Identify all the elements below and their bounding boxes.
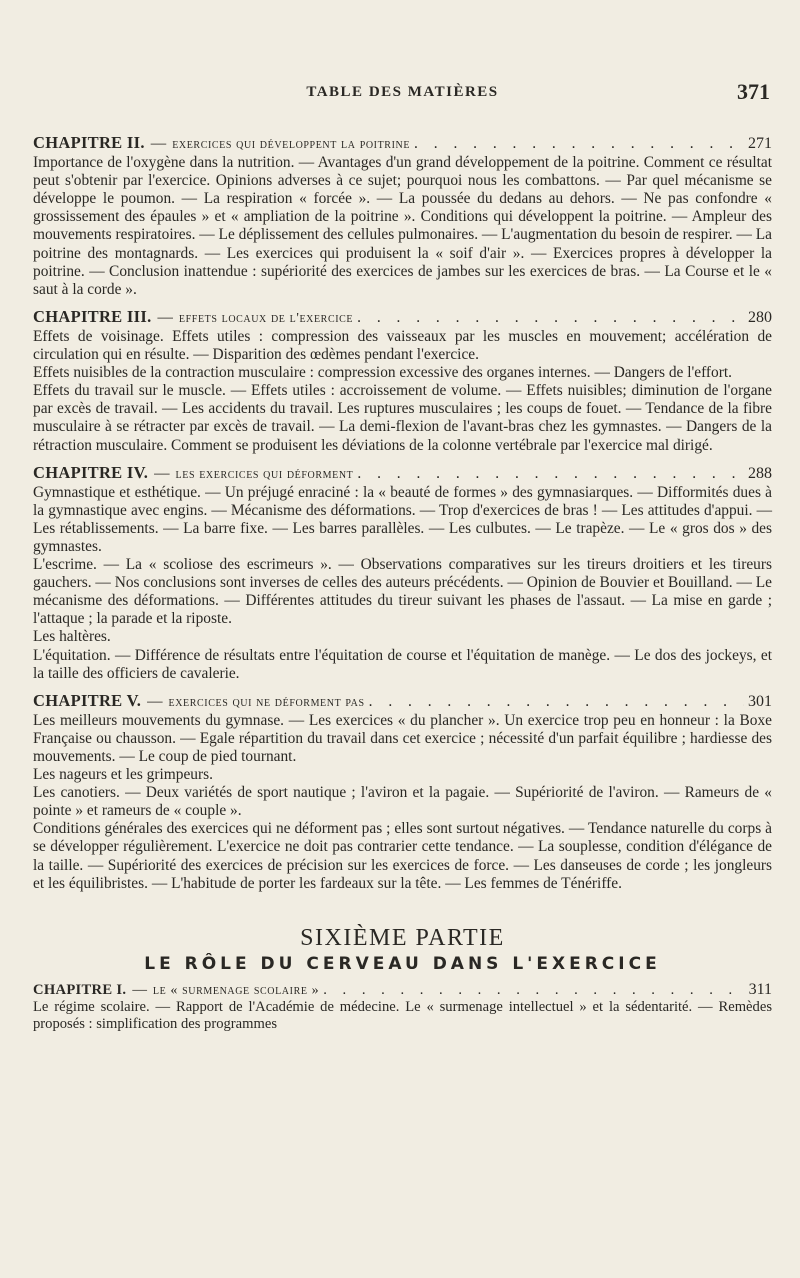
table-of-contents	[33, 134, 772, 1033]
chapter-summary: Effets du travail sur le muscle. — Effets utiles : accroissement de volume. — Effets nuisibles; diminution de l'organe par excès de travail. — Les accidents du travail. Les ruptures musculaires ; les coups de fouet. — Tendance de la fibre musculaire à se rétracter par excès de travail. — La demi-flexion de l'avant-bras chez les gymnastes. — Dangers de la rétraction musculaire. Comment se produisent les déviations de la colonne vertébrale par l'exercice mal dirigé.	[33, 382, 772, 454]
chapter-topic: les exercices qui déforment	[175, 466, 354, 482]
chapter-summary: Importance de l'oxygène dans la nutrition. — Avantages d'un grand développement de la poitrine. Comment ce résultat peut s'obtenir par l'exercice. Opinions adverses à ce sujet; pourquoi nous les combattons. — Par quel mécanisme se développe le poumon. — La respiration « forcée ». — La poussée du dedans au dehors. — Ne pas confondre « grossissement des épaules » et « ampliation de la poitrine ». Conditions qui développent la poitrine. — Ampleur des mouvements respiratoires. — Le déplissement des cellules pulmonaires. — L'augmentation du besoin de respirer. — La poitrine des montagnards. — Les exercices qui produisent la « soif d'air ». — Exercices propres à développer la poitrine. — Conclusion inattendue : supériorité des exercices de jambes sur les exercices de bras. — La Course et le « saut à la corde ».	[33, 154, 772, 298]
chapter-number: CHAPITRE II.	[33, 133, 145, 152]
chapter-4	[33, 464, 772, 683]
chapter-page: 280	[748, 308, 772, 326]
chapter-summary: L'équitation. — Différence de résultats entre l'équitation de course et l'équitation de manège. — Le dos des jockeys, et la taille des officiers de cavalerie.	[33, 646, 772, 682]
page-number: 371	[737, 79, 770, 104]
part6-chapter-1	[33, 981, 772, 1033]
chapter-topic: effets locaux de l'exercice	[178, 310, 354, 326]
chapter-heading: CHAPITRE V. — exercices qui ne déforment pas . . . 301	[33, 692, 772, 712]
chapter-summary: Gymnastique et esthétique. — Un préjugé enraciné : la « beauté de formes » des gymnasiarques. — Difformités dues à la gymnastique avec engins. — Mécanisme des déformations. — Trop d'exercices de bras ! — Les attitudes d'appui. — Les rétablissements. — La barre fixe. — Les barres parallèles. — Les culbutes. — Le trapèze. — Le « gros dos » des gymnastes.	[33, 483, 772, 555]
page-header	[33, 26, 772, 104]
part-subtitle: LE RÔLE DU CERVEAU DANS L'EXERCICE	[144, 953, 661, 974]
chapter-page: 288	[748, 464, 772, 482]
chapter-heading: CHAPITRE I. — le « surmenage scolaire » . . . 311	[33, 981, 772, 999]
chapter-page: 301	[748, 692, 772, 710]
chapter-number: CHAPITRE III.	[33, 306, 152, 326]
running-title: TABLE DES MATIÈRES	[306, 84, 499, 100]
chapter-summary: Conditions générales des exercices qui ne déforment pas ; elles sont surtout négatives. — Tendance naturelle du corps à se développer régulièrement. L'exercice ne doit pas contrarier cette tendance. — La souplesse, condition d'élégance de la taille. — Supériorité des exercices de précision sur les exercices de force. — Les danseuses de corde ; les jongleurs et les équilibristes. — L'habitude de porter les fardeaux sur la tête. — Les femmes de Ténériffe.	[33, 820, 772, 892]
chapter-summary: Effets nuisibles de la contraction musculaire : compression excessive des organes internes. — Dangers de l'effort.	[33, 364, 732, 382]
chapter-number: CHAPITRE I.	[33, 981, 127, 998]
chapter-summary: L'escrime. — La « scoliose des escrimeurs ». — Observations comparatives sur les tireurs droitiers et les tireurs gauchers. — Nos conclusions sont inverses de celles des auteurs précédents. — Opinion de Bouvier et Bouilland. — Le mécanisme des déformations. — Différentes attitudes du tireur suivant les phases de l'assaut. — La mise en garde ; l'attaque ; la parade et la riposte.	[33, 556, 772, 628]
chapter-5	[33, 692, 772, 893]
chapter-heading: CHAPITRE II. — exercices qui développent la poitrine . . . 271	[33, 134, 772, 154]
chapter-heading: CHAPITRE III. — effets locaux de l'exercice . . . 280	[33, 308, 772, 328]
chapter-summary: Les canotiers. — Deux variétés de sport nautique ; l'aviron et la pagaie. — Supériorité de l'aviron. — Rameurs de « pointe » et rameurs de « couple ».	[33, 784, 772, 820]
chapter-topic: exercices qui développent la poitrine	[172, 137, 411, 152]
chapter-summary: Les nageurs et les grimpeurs.	[33, 766, 213, 784]
part-title: SIXIÈME PARTIE	[300, 924, 505, 951]
chapter-3	[33, 308, 772, 455]
chapter-summary: Les haltères.	[33, 628, 111, 646]
chapter-topic: exercices qui ne déforment pas	[168, 694, 365, 710]
chapter-summary: Les meilleurs mouvements du gymnase. — Les exercices « du plancher ». Un exercice trop peu en honneur : la Boxe Française ou chausson. — Egale répartition du travail dans cet exercice ; nécessité d'un parfait équilibre ; hardiesse des mouvements. — Le coup de pied tournant.	[33, 711, 772, 765]
chapter-heading: CHAPITRE IV. — les exercices qui déforment . . . 288	[33, 464, 772, 484]
chapter-topic: le « surmenage scolaire »	[152, 982, 320, 998]
chapter-summary: Le régime scolaire. — Rapport de l'Académie de médecine. Le « surmenage intellectuel » et la sédentarité. — Remèdes proposés : simplification des programmes	[33, 998, 772, 1032]
chapter-number: CHAPITRE IV.	[33, 462, 149, 482]
chapter-page: 311	[748, 980, 772, 998]
chapter-summary: Effets de voisinage. Effets utiles : compression des vaisseaux par les muscles en mouvement; accélération de circulation qui en résulte. — Disparition des œdèmes pendant l'exercice.	[33, 327, 772, 364]
chapter-number: CHAPITRE V.	[33, 690, 142, 710]
chapter-page: 271	[748, 135, 772, 152]
chapter-2	[33, 134, 772, 299]
